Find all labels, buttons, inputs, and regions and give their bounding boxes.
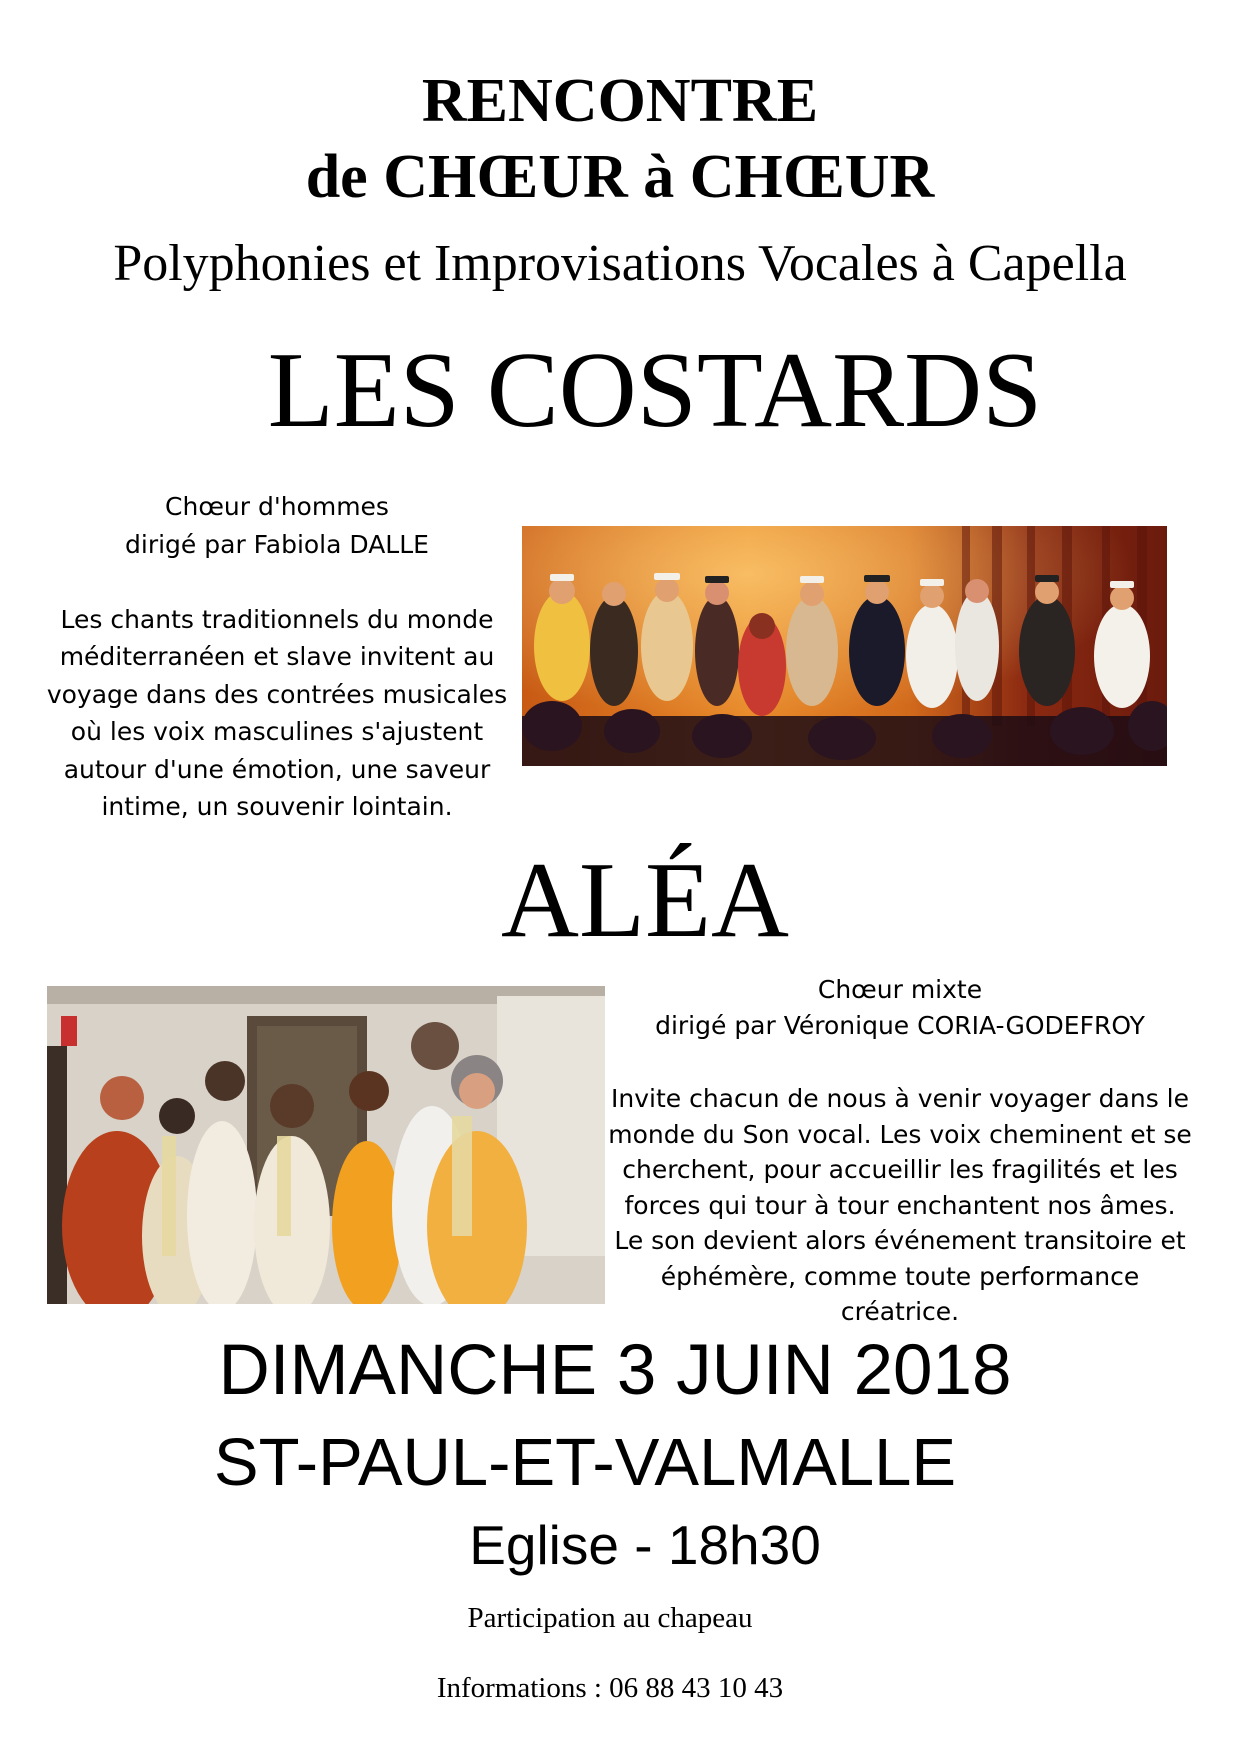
group2-director: dirigé par Véronique CORIA-GODEFROY (655, 1010, 1145, 1040)
group2-desc-line: monde du Son vocal. Les voix cheminent et se (608, 1119, 1192, 1149)
group1-desc-line: voyage dans des contrées musicales (46, 679, 508, 709)
participation-note: Participation au chapeau (467, 1602, 753, 1634)
poster-title-line2: de CHŒUR à CHŒUR (305, 143, 935, 211)
event-venue-time: Eglise - 18h30 (469, 1514, 821, 1576)
group1-name: LES COSTARDS (267, 331, 1043, 450)
group2-name: ALÉA (501, 841, 789, 960)
group1-desc-line: Les chants traditionnels du monde (60, 604, 494, 634)
group1-director: dirigé par Fabiola DALLE (125, 529, 429, 559)
group1-description (42, 488, 512, 826)
poster-title-line1: RENCONTRE (421, 67, 819, 135)
poster-subtitle: Polyphonies et Improvisations Vocales à Capella (113, 235, 1127, 292)
group1-desc-line: intime, un souvenir lointain. (101, 792, 453, 821)
group2-desc-line: Invite chacun de nous à venir voyager dans le (610, 1084, 1189, 1113)
group2-description (605, 972, 1195, 1330)
group2-desc-line: éphémère, comme toute performance créatrice. (660, 1261, 1140, 1326)
group1-desc-line: où les voix masculines s'ajustent (70, 717, 484, 746)
event-date: DIMANCHE 3 JUIN 2018 (218, 1331, 1012, 1410)
group1-photo (522, 526, 1167, 766)
group2-type: Chœur mixte (817, 975, 983, 1004)
group2-desc-line: forces qui tour à tour enchantent nos âmes. (624, 1190, 1176, 1220)
group1-type: Chœur d'hommes (165, 492, 389, 521)
contact-info: Informations : 06 88 43 10 43 (436, 1672, 784, 1704)
event-place: ST-PAUL-ET-VALMALLE (213, 1425, 957, 1500)
group1-desc-line: méditerranéen et slave invitent au (59, 642, 495, 671)
group2-photo (47, 986, 605, 1304)
group2-desc-line: Le son devient alors événement transitoire et (614, 1226, 1186, 1255)
group2-desc-line: cherchent, pour accueillir les fragilités et les (622, 1155, 1178, 1184)
group1-desc-line: autour d'une émotion, une saveur (63, 754, 491, 784)
